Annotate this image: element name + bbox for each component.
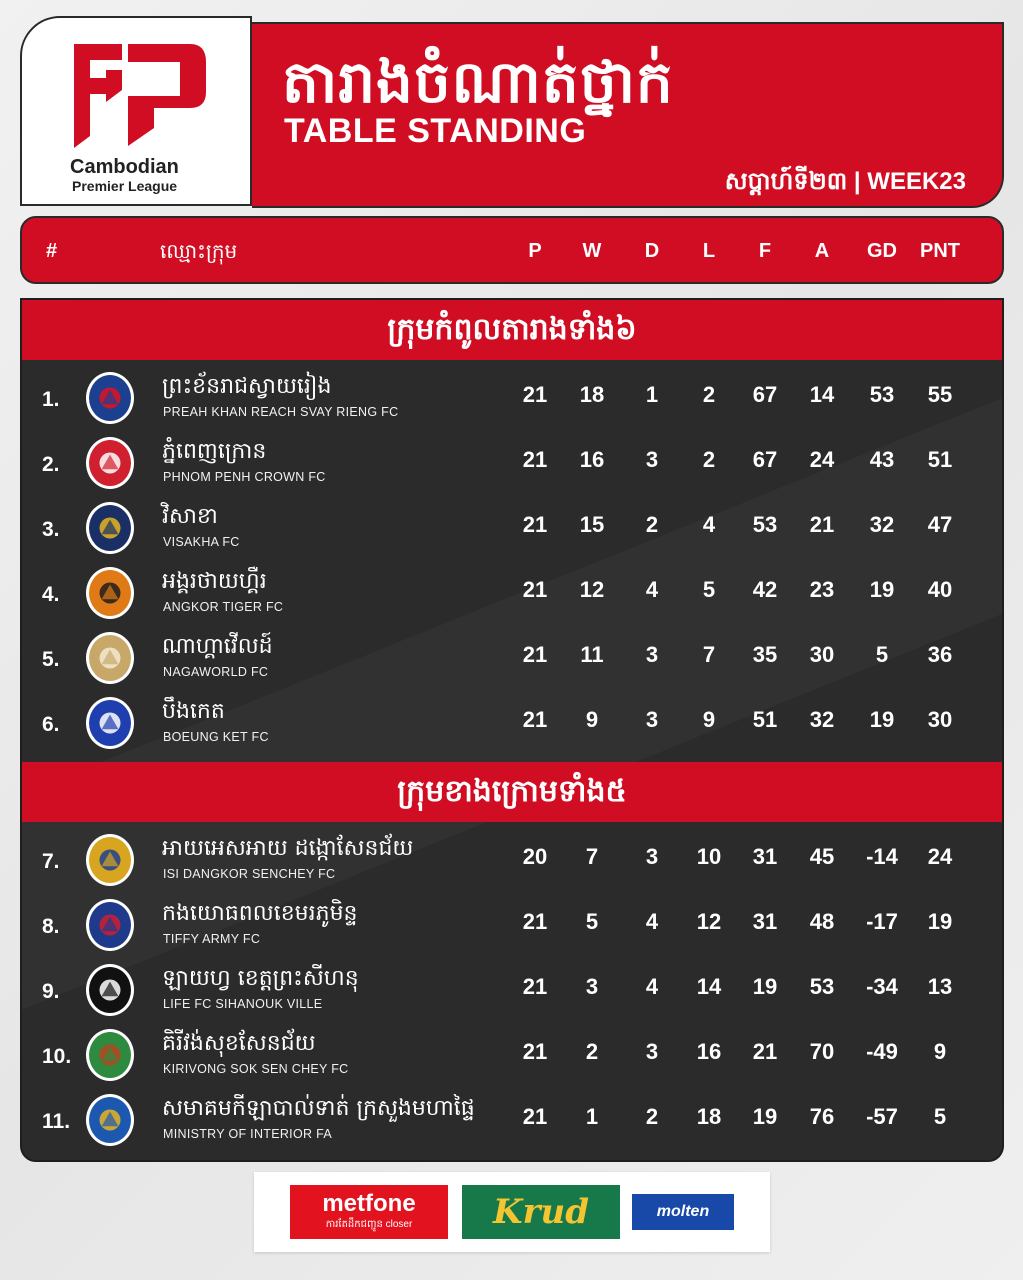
stat-w: 9	[585, 707, 599, 732]
stat-p: 20	[522, 844, 548, 869]
page-title: TABLE STANDING	[284, 112, 587, 150]
team-name-khmer: ណាហ្គាវើលដ៍	[162, 634, 273, 659]
stat-f: 19	[752, 1104, 778, 1129]
team-rank: 8.	[42, 915, 60, 938]
sponsor-metfone-tagline: ការតែដឹកជញ្ជូន closer	[325, 1219, 413, 1230]
stat-l: 7	[702, 642, 716, 667]
stat-pnt: 9	[933, 1039, 947, 1064]
team-name-khmer: ភ្នំពេញក្រោន	[162, 439, 267, 464]
header-banner	[252, 22, 1004, 208]
stat-f: 53	[752, 512, 778, 537]
table-row	[22, 496, 1002, 561]
stat-l: 14	[696, 974, 722, 999]
stat-d: 4	[645, 974, 659, 999]
stat-d: 3	[645, 447, 659, 472]
stat-a: 14	[809, 382, 835, 407]
team-name: ANGKOR TIGER FC	[163, 600, 284, 614]
team-crest-icon	[86, 567, 134, 619]
stat-a: 53	[809, 974, 835, 999]
stat-f: 21	[752, 1039, 778, 1064]
stat-pnt: 55	[927, 382, 953, 407]
team-rank: 1.	[42, 388, 60, 411]
stat-f: 19	[752, 974, 778, 999]
stat-a: 23	[809, 577, 835, 602]
stat-gd: -17	[866, 909, 898, 934]
team-name-khmer: បឹងកេត	[162, 699, 225, 724]
column-header-l: L	[702, 240, 716, 262]
stat-l: 5	[702, 577, 716, 602]
group-header-top-six: ក្រុមកំពូលតារាងទាំង៦	[22, 300, 1002, 360]
stat-a: 21	[809, 512, 835, 537]
table-row	[22, 1088, 1002, 1153]
stat-l: 2	[702, 447, 716, 472]
stat-w: 7	[585, 844, 599, 869]
team-crest-icon	[86, 964, 134, 1016]
stat-f: 67	[752, 447, 778, 472]
stat-pnt: 30	[927, 707, 953, 732]
sponsor-molten-logo: molten	[632, 1194, 734, 1230]
stat-w: 15	[579, 512, 605, 537]
sponsor-strip	[254, 1172, 770, 1252]
team-rank: 11.	[42, 1110, 71, 1133]
stat-gd: -49	[866, 1039, 898, 1064]
stat-f: 35	[752, 642, 778, 667]
stat-l: 18	[696, 1104, 722, 1129]
team-name: TIFFY ARMY FC	[163, 932, 261, 946]
stat-d: 3	[645, 707, 659, 732]
sponsor-krud-logo: Krud	[462, 1185, 620, 1239]
sponsor-metfone-logo	[290, 1185, 448, 1239]
stat-gd: 19	[869, 577, 895, 602]
stat-l: 16	[696, 1039, 722, 1064]
page-title-khmer: តារាងចំណាត់ថ្នាក់	[282, 48, 674, 116]
league-name	[70, 156, 250, 194]
team-crest-icon	[86, 372, 134, 424]
team-rank: 3.	[42, 518, 60, 541]
stat-gd: 19	[869, 707, 895, 732]
stat-a: 30	[809, 642, 835, 667]
column-header-p: P	[528, 240, 542, 262]
table-row	[22, 691, 1002, 756]
stat-l: 12	[696, 909, 722, 934]
stat-a: 45	[809, 844, 835, 869]
team-rank: 10.	[42, 1045, 72, 1068]
team-rank: 6.	[42, 713, 60, 736]
team-name: ISI DANGKOR SENCHEY FC	[163, 867, 336, 881]
team-name: VISAKHA FC	[163, 535, 240, 549]
column-header-w: W	[582, 240, 602, 262]
stat-d: 1	[645, 382, 659, 407]
table-row	[22, 431, 1002, 496]
week-label: សប្តាហ៍ទី២៣ | WEEK23	[724, 168, 966, 195]
stat-pnt: 40	[927, 577, 953, 602]
stat-a: 76	[809, 1104, 835, 1129]
stat-w: 18	[579, 382, 605, 407]
team-name-khmer: កងយោធពលខេមរភូមិន្ទ	[162, 901, 358, 926]
table-row	[22, 893, 1002, 958]
league-name-line2: Premier League	[72, 178, 178, 194]
stat-l: 10	[696, 844, 722, 869]
team-name-khmer: សមាគមកីឡាបាល់ទាត់ ក្រសួងមហាផ្ទៃ	[162, 1096, 475, 1121]
team-name: PHNOM PENH CROWN FC	[163, 470, 326, 484]
stat-gd: -14	[866, 844, 898, 869]
stat-w: 16	[579, 447, 605, 472]
table-row	[22, 561, 1002, 626]
stat-w: 3	[585, 974, 599, 999]
group-header-bottom-five: ក្រុមខាងក្រោមទាំង៥	[22, 762, 1002, 822]
column-header-pnt: PNT	[920, 240, 960, 262]
stat-gd: 53	[869, 382, 895, 407]
team-crest-icon	[86, 697, 134, 749]
stat-d: 2	[645, 1104, 659, 1129]
stat-pnt: 51	[927, 447, 953, 472]
stat-gd: -57	[866, 1104, 898, 1129]
stat-a: 70	[809, 1039, 835, 1064]
stat-w: 1	[585, 1104, 599, 1129]
stat-w: 11	[580, 642, 604, 667]
stat-pnt: 19	[927, 909, 953, 934]
stat-l: 9	[702, 707, 716, 732]
stat-gd: -34	[866, 974, 898, 999]
table-header	[20, 216, 1004, 284]
stat-p: 21	[522, 974, 548, 999]
team-name: BOEUNG KET FC	[163, 730, 269, 744]
stat-d: 4	[645, 577, 659, 602]
team-name-khmer: ព្រះខ័នរាជស្វាយរៀង	[162, 374, 332, 399]
table-row	[22, 828, 1002, 893]
team-name: KIRIVONG SOK SEN CHEY FC	[163, 1062, 349, 1076]
table-row	[22, 958, 1002, 1023]
column-header-d: D	[644, 240, 660, 262]
table-row	[22, 626, 1002, 691]
team-crest-icon	[86, 437, 134, 489]
stat-p: 21	[522, 707, 548, 732]
stat-f: 31	[752, 844, 778, 869]
team-crest-icon	[86, 502, 134, 554]
stat-gd: 43	[869, 447, 895, 472]
team-rank: 9.	[42, 980, 60, 1003]
stat-f: 42	[752, 577, 778, 602]
stat-p: 21	[522, 1104, 548, 1129]
stat-l: 2	[702, 382, 716, 407]
team-rank: 2.	[42, 453, 60, 476]
stat-p: 21	[522, 382, 548, 407]
stat-d: 4	[645, 909, 659, 934]
table-row	[22, 1023, 1002, 1088]
team-name: PREAH KHAN REACH SVAY RIENG FC	[163, 405, 399, 419]
stat-d: 2	[645, 512, 659, 537]
stat-d: 3	[645, 642, 659, 667]
column-header-team: ឈ្មោះក្រុម	[160, 239, 238, 263]
stat-f: 51	[752, 707, 778, 732]
stat-f: 67	[752, 382, 778, 407]
team-rank: 7.	[42, 850, 60, 873]
stat-gd: 5	[875, 642, 889, 667]
team-name-khmer: អាយអេសអាយ ដង្កោសែនជ័យ	[162, 836, 414, 861]
team-name: LIFE FC SIHANOUK VILLE	[163, 997, 323, 1011]
team-crest-icon	[86, 1094, 134, 1146]
team-crest-icon	[86, 834, 134, 886]
stat-p: 21	[522, 447, 548, 472]
team-name: NAGAWORLD FC	[163, 665, 269, 679]
column-header-a: A	[814, 240, 830, 262]
stat-a: 48	[809, 909, 835, 934]
stat-p: 21	[522, 512, 548, 537]
stat-l: 4	[702, 512, 716, 537]
stat-a: 24	[809, 447, 835, 472]
table-row	[22, 366, 1002, 431]
team-crest-icon	[86, 632, 134, 684]
league-logo-box	[20, 16, 252, 206]
stat-p: 21	[522, 642, 548, 667]
stat-d: 3	[645, 1039, 659, 1064]
team-crest-icon	[86, 1029, 134, 1081]
stat-p: 21	[522, 577, 548, 602]
column-header-f: F	[758, 240, 772, 262]
stat-a: 32	[809, 707, 835, 732]
team-name: MINISTRY OF INTERIOR FA	[163, 1127, 332, 1141]
team-rank: 5.	[42, 648, 60, 671]
team-crest-icon	[86, 899, 134, 951]
league-name-line1: Cambodian	[70, 156, 179, 178]
stat-pnt: 24	[927, 844, 953, 869]
stat-pnt: 13	[927, 974, 953, 999]
team-name-khmer: វិសាខា	[162, 504, 218, 529]
team-name-khmer: អង្គរថាយហ្គឺរ	[162, 569, 267, 594]
stat-p: 21	[522, 909, 548, 934]
column-header-rank: #	[46, 240, 58, 262]
stat-gd: 32	[869, 512, 895, 537]
cpl-logo-icon	[70, 40, 210, 150]
stat-pnt: 5	[933, 1104, 947, 1129]
stat-f: 31	[752, 909, 778, 934]
stat-pnt: 36	[927, 642, 953, 667]
team-rank: 4.	[42, 583, 60, 606]
stat-pnt: 47	[927, 512, 953, 537]
standings-panel	[20, 298, 1004, 1162]
stat-w: 5	[585, 909, 599, 934]
stat-w: 12	[579, 577, 605, 602]
stat-d: 3	[645, 844, 659, 869]
column-header-gd: GD	[867, 240, 897, 262]
team-name-khmer: គិរីវង់សុខសែនជ័យ	[162, 1031, 316, 1056]
stat-p: 21	[522, 1039, 548, 1064]
sponsor-metfone-name: metfone	[322, 1190, 416, 1217]
stat-w: 2	[585, 1039, 599, 1064]
team-name-khmer: ឡាយហ្វ ខេត្តព្រះសីហនុ	[162, 966, 359, 991]
